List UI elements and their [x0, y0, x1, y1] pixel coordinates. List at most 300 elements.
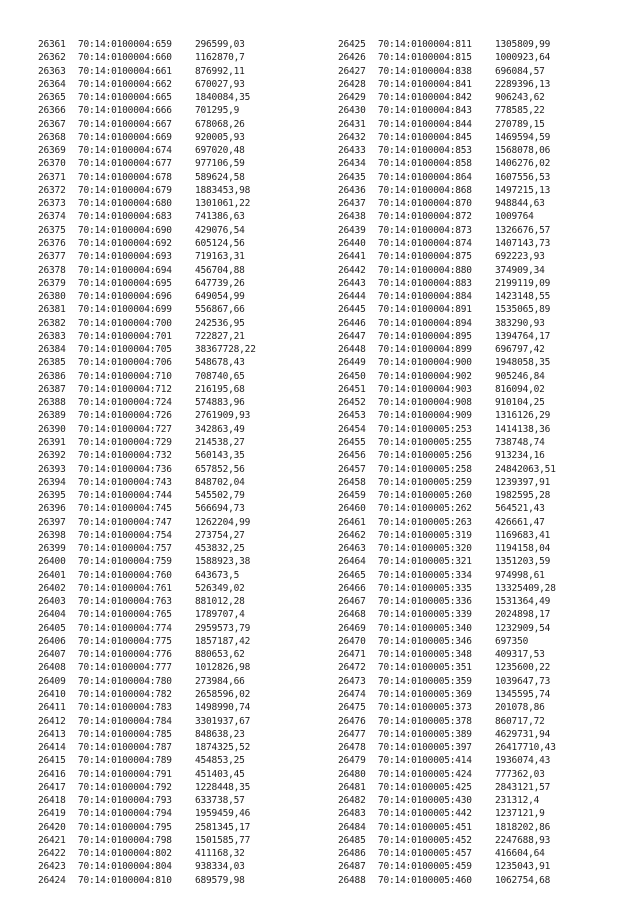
value-cell: 778585,22: [495, 105, 545, 117]
row-index: 26444: [338, 291, 366, 303]
cadastral-number: 70:14:0100004:695: [78, 277, 172, 289]
table-row: [38, 502, 328, 515]
value-cell: 545502,79: [195, 490, 245, 502]
cadastral-number: 70:14:0100004:782: [78, 689, 172, 701]
value-cell: 670027,93: [195, 78, 245, 90]
right-column: [338, 38, 628, 887]
value-cell: 2024898,17: [495, 609, 551, 621]
table-row: [338, 277, 628, 290]
table-row: [38, 51, 328, 64]
cadastral-number: 70:14:0100004:838: [378, 65, 472, 77]
table-row: [338, 635, 628, 648]
cadastral-number: 70:14:0100004:804: [78, 861, 172, 873]
table-row: [338, 529, 628, 542]
cadastral-number: 70:14:0100005:262: [378, 503, 472, 515]
cadastral-number: 70:14:0100004:811: [378, 39, 472, 50]
value-cell: 429076,54: [195, 224, 245, 236]
cadastral-number: 70:14:0100005:397: [378, 742, 472, 754]
value-cell: 913234,16: [495, 450, 545, 462]
row-index: 26454: [338, 423, 366, 435]
row-index: 26480: [338, 768, 366, 780]
row-index: 26421: [38, 834, 66, 846]
value-cell: 1936074,43: [495, 755, 551, 767]
value-cell: 657852,56: [195, 463, 245, 475]
value-cell: 881012,28: [195, 596, 245, 608]
cadastral-number: 70:14:0100005:459: [378, 861, 472, 873]
table-row: [338, 595, 628, 608]
row-index: 26467: [338, 596, 366, 608]
table-row: [338, 38, 628, 51]
table-row: [338, 754, 628, 767]
cadastral-number: 70:14:0100004:712: [78, 383, 172, 395]
value-cell: 2843121,57: [495, 781, 551, 793]
table-row: [38, 423, 328, 436]
row-index: 26387: [38, 383, 66, 395]
cadastral-number: 70:14:0100005:452: [378, 834, 472, 846]
value-cell: 453832,25: [195, 543, 245, 555]
cadastral-number: 70:14:0100004:757: [78, 543, 172, 555]
cadastral-number: 70:14:0100004:759: [78, 556, 172, 568]
cadastral-number: 70:14:0100004:895: [378, 330, 472, 342]
table-row: [338, 715, 628, 728]
cadastral-number: 70:14:0100005:373: [378, 702, 472, 714]
cadastral-number: 70:14:0100005:378: [378, 715, 472, 727]
table-row: [338, 303, 628, 316]
table-row: [338, 356, 628, 369]
value-cell: 816094,02: [495, 383, 545, 395]
cadastral-number: 70:14:0100005:348: [378, 649, 472, 661]
value-cell: 974998,61: [495, 569, 545, 581]
value-cell: 678068,26: [195, 118, 245, 130]
cadastral-number: 70:14:0100005:336: [378, 596, 472, 608]
row-index: 26475: [338, 702, 366, 714]
row-index: 26402: [38, 582, 66, 594]
value-cell: 722827,21: [195, 330, 245, 342]
value-cell: 560143,35: [195, 450, 245, 462]
row-index: 26411: [38, 702, 66, 714]
cadastral-number: 70:14:0100004:674: [78, 145, 172, 157]
cadastral-number: 70:14:0100005:414: [378, 755, 472, 767]
value-cell: 13325409,28: [495, 582, 556, 594]
table-row: [338, 370, 628, 383]
table-row: [38, 290, 328, 303]
row-index: 26386: [38, 370, 66, 382]
cadastral-number: 70:14:0100005:255: [378, 436, 472, 448]
row-index: 26448: [338, 344, 366, 356]
table-row: [338, 343, 628, 356]
cadastral-number: 70:14:0100005:263: [378, 516, 472, 528]
table-row: [338, 436, 628, 449]
row-index: 26419: [38, 808, 66, 820]
table-row: [38, 210, 328, 223]
value-cell: 1239397,91: [495, 476, 551, 488]
table-row: [338, 396, 628, 409]
value-cell: 270789,15: [495, 118, 545, 130]
table-row: [38, 409, 328, 422]
table-row: [38, 635, 328, 648]
value-cell: 880653,62: [195, 649, 245, 661]
row-index: 26457: [338, 463, 366, 475]
table-row: [338, 157, 628, 170]
row-index: 26431: [338, 118, 366, 130]
table-row: [338, 463, 628, 476]
row-index: 26477: [338, 728, 366, 740]
table-row: [38, 436, 328, 449]
cadastral-number: 70:14:0100004:747: [78, 516, 172, 528]
value-cell: 454853,25: [195, 755, 245, 767]
row-index: 26438: [338, 211, 366, 223]
row-index: 26455: [338, 436, 366, 448]
cadastral-number: 70:14:0100004:902: [378, 370, 472, 382]
value-cell: 1414138,36: [495, 423, 551, 435]
value-cell: 564521,43: [495, 503, 545, 515]
value-cell: 2761909,93: [195, 410, 251, 422]
value-cell: 1235600,22: [495, 662, 551, 674]
cadastral-number: 70:14:0100004:845: [378, 131, 472, 143]
table-row: [38, 317, 328, 330]
cadastral-number: 70:14:0100004:743: [78, 476, 172, 488]
value-cell: 938334,03: [195, 861, 245, 873]
cadastral-number: 70:14:0100004:761: [78, 582, 172, 594]
cadastral-number: 70:14:0100004:783: [78, 702, 172, 714]
row-index: 26404: [38, 609, 66, 621]
value-cell: 647739,26: [195, 277, 245, 289]
row-index: 26364: [38, 78, 66, 90]
row-index: 26396: [38, 503, 66, 515]
value-cell: 1535065,89: [495, 304, 551, 316]
cadastral-number: 70:14:0100004:680: [78, 198, 172, 210]
cadastral-number: 70:14:0100004:908: [378, 397, 472, 409]
cadastral-number: 70:14:0100004:724: [78, 397, 172, 409]
value-cell: 383290,93: [495, 317, 545, 329]
row-index: 26473: [338, 675, 366, 687]
row-index: 26384: [38, 344, 66, 356]
cadastral-number: 70:14:0100005:256: [378, 450, 472, 462]
value-cell: 1874325,52: [195, 742, 251, 754]
row-index: 26370: [38, 158, 66, 170]
table-row: [38, 264, 328, 277]
table-row: [338, 131, 628, 144]
row-index: 26397: [38, 516, 66, 528]
value-cell: 692223,93: [495, 251, 545, 263]
table-row: [38, 542, 328, 555]
table-row: [338, 383, 628, 396]
row-index: 26399: [38, 543, 66, 555]
value-cell: 1588923,38: [195, 556, 251, 568]
cadastral-number: 70:14:0100004:660: [78, 52, 172, 64]
table-row: [38, 237, 328, 250]
table-row: [338, 608, 628, 621]
cadastral-number: 70:14:0100004:870: [378, 198, 472, 210]
row-index: 26382: [38, 317, 66, 329]
row-index: 26443: [338, 277, 366, 289]
value-cell: 273984,66: [195, 675, 245, 687]
row-index: 26461: [338, 516, 366, 528]
table-row: [38, 741, 328, 754]
row-index: 26406: [38, 635, 66, 647]
value-cell: 906243,62: [495, 92, 545, 104]
row-index: 26487: [338, 861, 366, 873]
row-index: 26452: [338, 397, 366, 409]
cadastral-number: 70:14:0100004:765: [78, 609, 172, 621]
table-row: [338, 555, 628, 568]
table-row: [38, 65, 328, 78]
cadastral-number: 70:14:0100004:798: [78, 834, 172, 846]
table-row: [38, 728, 328, 741]
value-cell: 1531364,49: [495, 596, 551, 608]
value-cell: 1228448,35: [195, 781, 251, 793]
value-cell: 777362,03: [495, 768, 545, 780]
row-index: 26439: [338, 224, 366, 236]
row-index: 26488: [338, 874, 366, 886]
value-cell: 411168,32: [195, 848, 245, 860]
left-column: [38, 38, 328, 887]
table-row: [38, 595, 328, 608]
row-index: 26368: [38, 131, 66, 143]
table-row: [38, 250, 328, 263]
value-cell: 1789707,4: [195, 609, 245, 621]
table-row: [338, 648, 628, 661]
cadastral-number: 70:14:0100004:754: [78, 529, 172, 541]
cadastral-number: 70:14:0100004:774: [78, 622, 172, 634]
table-row: [38, 144, 328, 157]
table-row: [338, 476, 628, 489]
table-row: [338, 860, 628, 873]
cadastral-number: 70:14:0100004:789: [78, 755, 172, 767]
value-cell: 948844,63: [495, 198, 545, 210]
value-cell: 910104,25: [495, 397, 545, 409]
table-row: [38, 463, 328, 476]
value-cell: 848702,04: [195, 476, 245, 488]
value-cell: 24842063,51: [495, 463, 556, 475]
table-row: [38, 303, 328, 316]
table-row: [38, 489, 328, 502]
value-cell: 556867,66: [195, 304, 245, 316]
cadastral-number: 70:14:0100004:690: [78, 224, 172, 236]
row-index: 26466: [338, 582, 366, 594]
table-row: [338, 542, 628, 555]
row-index: 26420: [38, 821, 66, 833]
value-cell: 566694,73: [195, 503, 245, 515]
cadastral-number: 70:14:0100005:334: [378, 569, 472, 581]
cadastral-number: 70:14:0100004:666: [78, 105, 172, 117]
value-cell: 1406276,02: [495, 158, 551, 170]
row-index: 26415: [38, 755, 66, 767]
row-index: 26374: [38, 211, 66, 223]
cadastral-number: 70:14:0100004:776: [78, 649, 172, 661]
cadastral-number: 70:14:0100005:424: [378, 768, 472, 780]
table-row: [338, 847, 628, 860]
row-index: 26423: [38, 861, 66, 873]
table-row: [38, 701, 328, 714]
row-index: 26366: [38, 105, 66, 117]
cadastral-number: 70:14:0100004:872: [378, 211, 472, 223]
row-index: 26440: [338, 237, 366, 249]
cadastral-number: 70:14:0100005:346: [378, 635, 472, 647]
value-cell: 696084,57: [495, 65, 545, 77]
value-cell: 696797,42: [495, 344, 545, 356]
row-index: 26362: [38, 52, 66, 64]
value-cell: 416604,64: [495, 848, 545, 860]
cadastral-number: 70:14:0100005:389: [378, 728, 472, 740]
cadastral-number: 70:14:0100004:909: [378, 410, 472, 422]
row-index: 26429: [338, 92, 366, 104]
table-row: [338, 91, 628, 104]
table-row: [38, 356, 328, 369]
row-index: 26485: [338, 834, 366, 846]
cadastral-number: 70:14:0100005:321: [378, 556, 472, 568]
row-index: 26462: [338, 529, 366, 541]
row-index: 26373: [38, 198, 66, 210]
table-row: [338, 781, 628, 794]
row-index: 26389: [38, 410, 66, 422]
cadastral-number: 70:14:0100005:335: [378, 582, 472, 594]
table-row: [338, 250, 628, 263]
value-cell: 697020,48: [195, 145, 245, 157]
table-row: [338, 264, 628, 277]
table-row: [338, 144, 628, 157]
cadastral-number: 70:14:0100004:694: [78, 264, 172, 276]
table-row: [338, 197, 628, 210]
value-cell: 426661,47: [495, 516, 545, 528]
table-row: [338, 661, 628, 674]
cadastral-number: 70:14:0100005:340: [378, 622, 472, 634]
row-index: 26405: [38, 622, 66, 634]
row-index: 26394: [38, 476, 66, 488]
value-cell: 1235043,91: [495, 861, 551, 873]
table-row: [38, 754, 328, 767]
value-cell: 451403,45: [195, 768, 245, 780]
row-index: 26424: [38, 874, 66, 886]
value-cell: 633738,57: [195, 795, 245, 807]
value-cell: 1194158,04: [495, 543, 551, 555]
row-index: 26436: [338, 184, 366, 196]
row-index: 26409: [38, 675, 66, 687]
row-index: 26391: [38, 436, 66, 448]
row-index: 26393: [38, 463, 66, 475]
cadastral-number: 70:14:0100004:858: [378, 158, 472, 170]
value-cell: 2199119,09: [495, 277, 551, 289]
table-row: [338, 171, 628, 184]
row-index: 26478: [338, 742, 366, 754]
cadastral-number: 70:14:0100005:320: [378, 543, 472, 555]
cadastral-number: 70:14:0100004:683: [78, 211, 172, 223]
value-cell: 1012826,98: [195, 662, 251, 674]
table-row: [338, 423, 628, 436]
row-index: 26476: [338, 715, 366, 727]
value-cell: 589624,58: [195, 171, 245, 183]
value-cell: 2289396,13: [495, 78, 551, 90]
row-index: 26371: [38, 171, 66, 183]
cadastral-number: 70:14:0100005:430: [378, 795, 472, 807]
row-index: 26408: [38, 662, 66, 674]
cadastral-number: 70:14:0100004:864: [378, 171, 472, 183]
cadastral-number: 70:14:0100004:903: [378, 383, 472, 395]
row-index: 26484: [338, 821, 366, 833]
row-index: 26430: [338, 105, 366, 117]
value-cell: 1262204,99: [195, 516, 251, 528]
cadastral-number: 70:14:0100004:884: [378, 291, 472, 303]
value-cell: 1351203,59: [495, 556, 551, 568]
row-index: 26470: [338, 635, 366, 647]
table-row: [38, 184, 328, 197]
row-index: 26447: [338, 330, 366, 342]
cadastral-number: 70:14:0100004:726: [78, 410, 172, 422]
value-cell: 643673,5: [195, 569, 240, 581]
table-row: [338, 516, 628, 529]
cadastral-number: 70:14:0100004:744: [78, 490, 172, 502]
cadastral-number: 70:14:0100004:662: [78, 78, 172, 90]
table-row: [38, 330, 328, 343]
value-cell: 1039647,73: [495, 675, 551, 687]
cadastral-number: 70:14:0100004:792: [78, 781, 172, 793]
table-row: [338, 51, 628, 64]
table-row: [38, 834, 328, 847]
row-index: 26453: [338, 410, 366, 422]
table-row: [338, 807, 628, 820]
cadastral-number: 70:14:0100004:785: [78, 728, 172, 740]
table-row: [38, 449, 328, 462]
cadastral-number: 70:14:0100004:706: [78, 357, 172, 369]
cadastral-number: 70:14:0100004:693: [78, 251, 172, 263]
row-index: 26464: [338, 556, 366, 568]
table-row: [338, 78, 628, 91]
cadastral-number: 70:14:0100005:460: [378, 874, 472, 886]
row-index: 26428: [338, 78, 366, 90]
value-cell: 1857187,42: [195, 635, 251, 647]
cadastral-number: 70:14:0100004:900: [378, 357, 472, 369]
row-index: 26463: [338, 543, 366, 555]
cadastral-number: 70:14:0100005:451: [378, 821, 472, 833]
cadastral-number: 70:14:0100004:701: [78, 330, 172, 342]
table-row: [38, 661, 328, 674]
cadastral-number: 70:14:0100005:253: [378, 423, 472, 435]
table-row: [38, 171, 328, 184]
value-cell: 860717,72: [495, 715, 545, 727]
table-row: [38, 569, 328, 582]
cadastral-number: 70:14:0100005:425: [378, 781, 472, 793]
row-index: 26398: [38, 529, 66, 541]
value-cell: 1009764: [495, 211, 534, 223]
table-row: [38, 821, 328, 834]
cadastral-number: 70:14:0100004:678: [78, 171, 172, 183]
table-row: [338, 821, 628, 834]
row-index: 26465: [338, 569, 366, 581]
table-row: [338, 688, 628, 701]
cadastral-number: 70:14:0100005:319: [378, 529, 472, 541]
cadastral-number: 70:14:0100004:763: [78, 596, 172, 608]
table-row: [338, 409, 628, 422]
value-cell: 1000923,64: [495, 52, 551, 64]
value-cell: 1840084,35: [195, 92, 251, 104]
table-row: [38, 847, 328, 860]
table-row: [38, 396, 328, 409]
cadastral-number: 70:14:0100004:841: [378, 78, 472, 90]
value-cell: 738748,74: [495, 436, 545, 448]
value-cell: 1497215,13: [495, 184, 551, 196]
table-row: [338, 317, 628, 330]
row-index: 26369: [38, 145, 66, 157]
row-index: 26481: [338, 781, 366, 793]
value-cell: 26417710,43: [495, 742, 556, 754]
row-index: 26417: [38, 781, 66, 793]
table-row: [38, 224, 328, 237]
value-cell: 1959459,46: [195, 808, 251, 820]
table-row: [38, 277, 328, 290]
value-cell: 231312,4: [495, 795, 540, 807]
cadastral-number: 70:14:0100004:732: [78, 450, 172, 462]
value-cell: 216195,68: [195, 383, 245, 395]
